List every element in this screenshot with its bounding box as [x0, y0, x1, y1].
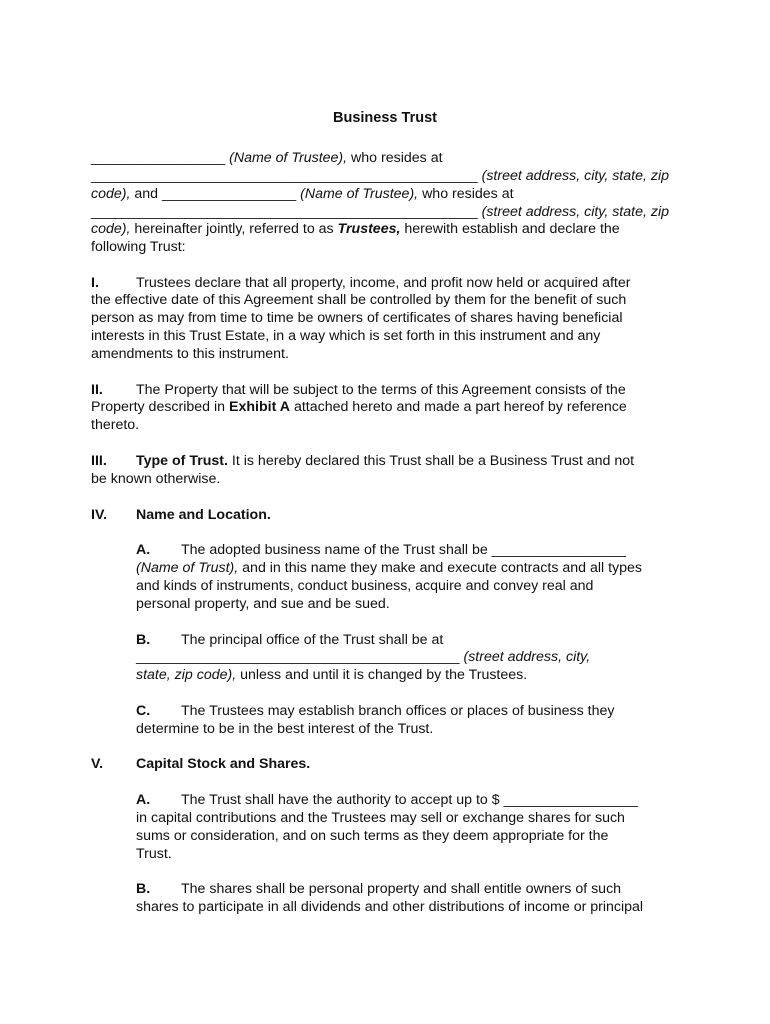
intro-line-2: _________________________________________________ (street address, city, state, zip — [91, 168, 669, 184]
section-4a-line-3: and kinds of instruments, conduct business, acquire and convey real and — [136, 578, 594, 594]
trustee-2-name-blank[interactable]: _________________ — [162, 186, 297, 202]
trustee-2-address-blank[interactable]: _________________________________________________ — [91, 204, 478, 220]
section-5a-line-2: in capital contributions and the Trustees may sell or exchange shares for such — [136, 810, 625, 826]
section-1-line-4: interests in this Trust Estate, in a way which is set forth in this instrument and any — [91, 328, 601, 344]
section-4b-line-3: state, zip code), unless and until it is changed by the Trustees. — [136, 667, 528, 683]
section-5b-label: B. — [136, 881, 151, 897]
section-3-number: III. — [91, 453, 107, 469]
section-1-line-2: the effective date of this Agreement shall be controlled by them for the benefit of such — [91, 292, 627, 308]
trustee-1-name-blank[interactable]: _________________ — [91, 150, 226, 166]
section-2-line-1: The Property that will be subject to the terms of this Agreement consists of the — [136, 382, 626, 398]
section-5a-line-4: Trust. — [136, 846, 172, 862]
section-5b-line-1: The shares shall be personal property and shall entitle owners of such — [181, 881, 622, 897]
section-5a-line-1: The Trust shall have the authority to accept up to $ _________________ — [181, 792, 638, 808]
section-2-line-2: Property described in Exhibit A attached hereto and made a part hereof by reference — [91, 399, 627, 415]
section-4-number: IV. — [91, 507, 108, 523]
section-4c-line-2: determine to be in the best interest of the Trust. — [136, 721, 434, 737]
intro-line-5: code), hereinafter jointly, referred to as Trustees, herewith establish and declare the — [91, 221, 620, 237]
section-3-line-1: Type of Trust. It is hereby declared this Trust shall be a Business Trust and not — [136, 453, 635, 469]
section-2-number: II. — [91, 382, 103, 398]
intro-line-1: _________________ (Name of Trustee), who resides at — [91, 150, 443, 166]
section-4b-label: B. — [136, 632, 151, 648]
section-3-line-2: be known otherwise. — [91, 471, 221, 487]
intro-line-4: _________________________________________________ (street address, city, state, zip — [91, 204, 669, 220]
section-1-number: I. — [91, 275, 99, 291]
section-5a-label: A. — [136, 792, 151, 808]
section-2-line-3: thereto. — [91, 417, 140, 433]
section-1-line-5: amendments to this instrument. — [91, 346, 289, 362]
section-4c-line-1: The Trustees may establish branch offices or places of business they — [181, 703, 615, 719]
trustee-1-address-blank[interactable]: _________________________________________________ — [91, 168, 478, 184]
section-4b-line-2: _________________________________________ (street address, city, — [136, 649, 591, 665]
section-4c-label: C. — [136, 703, 151, 719]
section-4a-line-1: The adopted business name of the Trust shall be _________________ — [181, 542, 626, 558]
trust-name-blank[interactable]: _________________ — [491, 542, 626, 558]
section-5b-line-2: shares to participate in all dividends and other distributions of income or principal — [136, 899, 644, 915]
section-5-heading: Capital Stock and Shares. — [136, 756, 311, 772]
intro-line-6: following Trust: — [91, 239, 186, 255]
section-5-number: V. — [91, 756, 104, 772]
section-4a-line-2: (Name of Trust), and in this name they make and execute contracts and all types — [136, 560, 643, 576]
section-4-heading: Name and Location. — [136, 507, 271, 523]
section-4b-line-1: The principal office of the Trust shall be at — [181, 632, 444, 648]
office-address-blank[interactable]: _________________________________________ — [136, 649, 460, 665]
section-1-line-3: person as may from time to time be owners of certificates of shares having beneficial — [91, 310, 623, 326]
intro-line-3: code), and _________________ (Name of Trustee), who resides at — [91, 186, 514, 202]
section-5a-line-3: sums or consideration, and on such terms as they deem appropriate for the — [136, 828, 609, 844]
section-4a-label: A. — [136, 542, 151, 558]
capital-amount-blank[interactable]: _________________ — [503, 792, 638, 808]
section-4a-line-4: personal property, and sue and be sued. — [136, 596, 390, 612]
section-3-heading: Type of Trust. — [136, 453, 228, 469]
section-1-line-1: Trustees declare that all property, income, and profit now held or acquired after — [136, 275, 631, 291]
document-title: Business Trust — [333, 110, 437, 126]
